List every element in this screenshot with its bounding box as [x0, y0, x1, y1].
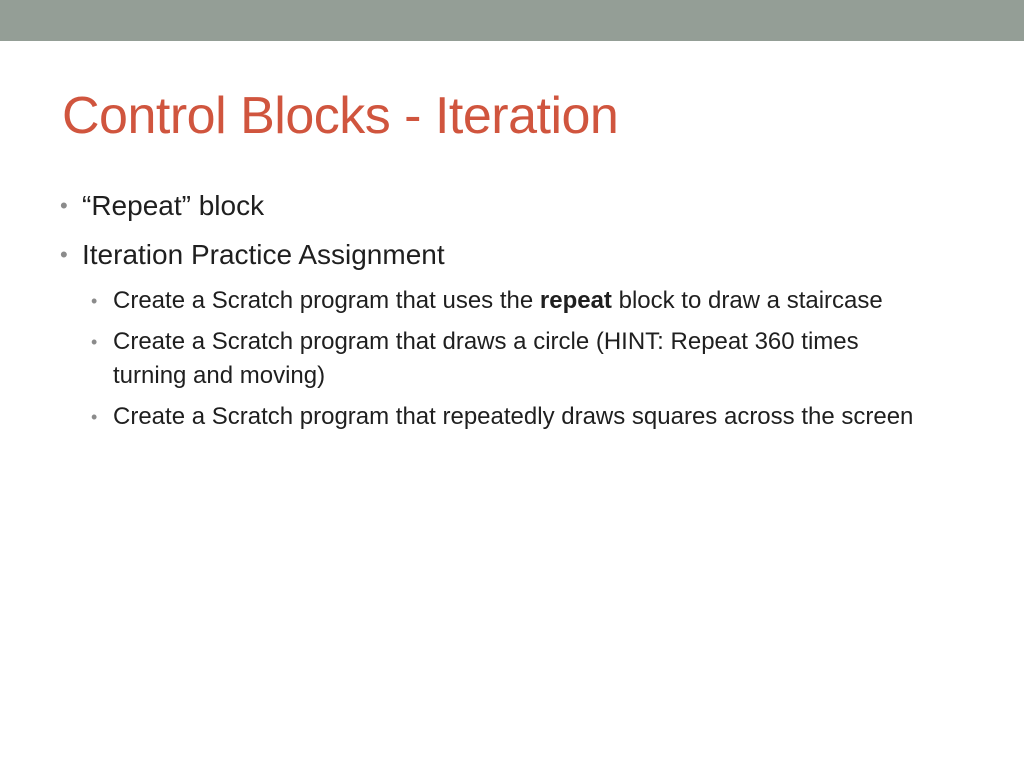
sub-bullet-bold-keyword: repeat	[539, 287, 612, 314]
top-accent-bar	[0, 0, 1024, 41]
sub-bullet-text: Create a Scratch program that repeatedly draws squares across the screen	[113, 403, 914, 430]
bullet-dot-icon: •	[60, 242, 68, 267]
bullet-iteration-assignment	[60, 235, 960, 275]
sub-bullet-text-before: Create a Scratch program that uses the	[113, 287, 540, 314]
slide-content	[60, 186, 960, 441]
slide-title: Control Blocks - Iteration	[62, 87, 619, 145]
bullet-text: “Repeat” block	[82, 190, 265, 221]
sub-bullet-text: Create a Scratch program that draws a circle (HINT: Repeat 360 times turning and moving)	[113, 328, 859, 389]
sub-bullet-circle	[60, 325, 933, 393]
sub-bullet-dot-icon: •	[91, 291, 98, 311]
bullet-repeat-block	[60, 186, 960, 226]
assignment-sub-list	[60, 284, 960, 434]
sub-bullet-squares	[60, 400, 933, 434]
sub-bullet-dot-icon: •	[91, 332, 98, 352]
sub-bullet-dot-icon: •	[91, 407, 98, 427]
bullet-dot-icon: •	[60, 193, 68, 218]
sub-bullet-text-after: block to draw a staircase	[611, 287, 883, 314]
bullet-text: Iteration Practice Assignment	[82, 239, 445, 270]
sub-bullet-staircase	[60, 284, 933, 318]
